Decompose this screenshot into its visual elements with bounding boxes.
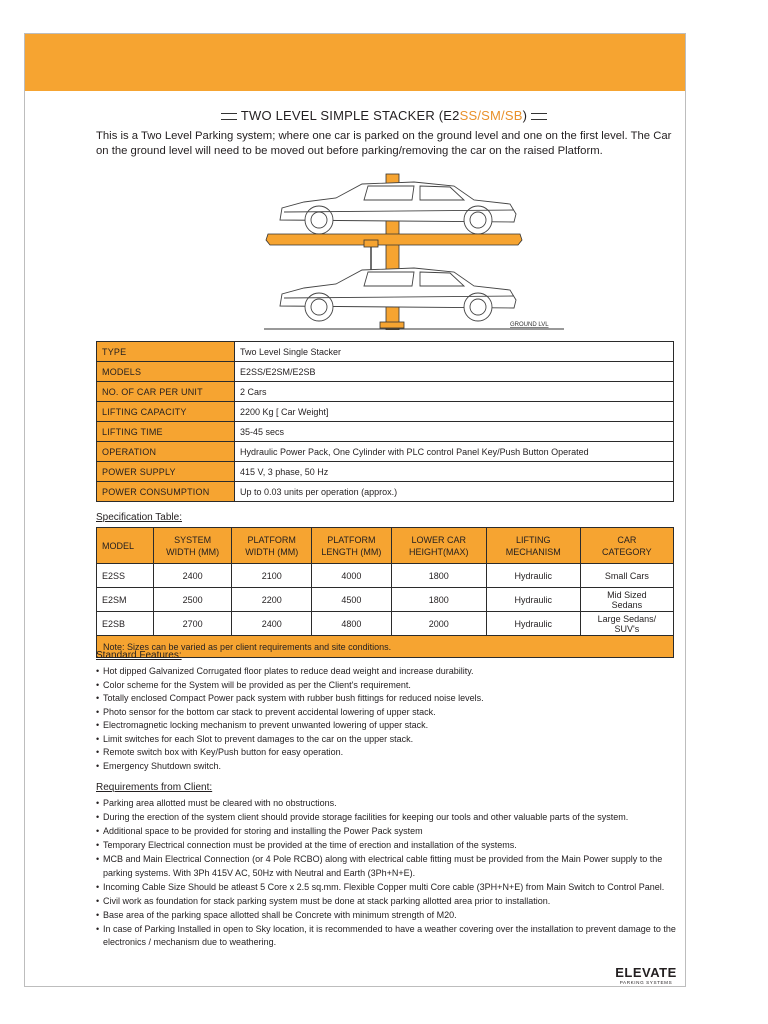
category-line: Sedans	[611, 599, 643, 610]
spec-cell: 2100	[232, 564, 312, 588]
overview-label: POWER CONSUMPTION	[97, 482, 235, 502]
requirement-item: • During the erection of the system client should provide storage facilities for keeping our tools and other valuable parts of the system.	[96, 811, 688, 825]
spec-header-cell	[153, 528, 231, 564]
title-dash-left	[221, 113, 237, 120]
spec-cell-category	[580, 588, 673, 612]
spec-header-line: PLATFORM	[247, 534, 296, 545]
overview-row	[97, 462, 674, 482]
elevate-logo	[611, 964, 681, 986]
spec-cell: 2500	[153, 588, 231, 612]
feature-item: • Color scheme for the System will be provided as per the Client's requirement.	[96, 679, 688, 693]
overview-value: E2SS/E2SM/E2SB	[235, 362, 674, 382]
overview-row	[97, 422, 674, 442]
spec-cell: 2200	[232, 588, 312, 612]
requirement-item: • MCB and Main Electrical Connection (or 4 Pole RCBO) along with electrical cable fitting must be provided from the Main Power supply to the parking systems. With 3Ph 415V AC, 50Hz with Neutral and Earth (3Ph+N+E).	[96, 853, 688, 880]
spec-cell: 2400	[153, 564, 231, 588]
requirement-item: • Incoming Cable Size Should be atleast 5 Core x 2.5 sq.mm. Flexible Copper multi Core cable (3PH+N+E) from Main Switch to Control Panel.	[96, 881, 688, 895]
feature-item: • Totally enclosed Compact Power pack system with rubber bush fittings for reduced noise levels.	[96, 692, 688, 706]
spec-cell: 4500	[312, 588, 392, 612]
spec-header-cell	[391, 528, 486, 564]
overview-row	[97, 482, 674, 502]
overview-value: Two Level Single Stacker	[235, 342, 674, 362]
spec-cell: Hydraulic	[486, 612, 580, 636]
overview-label: OPERATION	[97, 442, 235, 462]
overview-value: 2200 Kg [ Car Weight]	[235, 402, 674, 422]
spec-header-line: LENGTH (MM)	[321, 546, 382, 557]
spec-header-line: PLATFORM	[327, 534, 376, 545]
title-dash-right	[531, 113, 547, 120]
feature-item: • Limit switches for each Slot to prevent damages to the car on the upper stack.	[96, 733, 688, 747]
platform-bracket	[364, 240, 378, 247]
overview-label: LIFTING CAPACITY	[97, 402, 235, 422]
overview-row	[97, 342, 674, 362]
standard-features-heading: Standard Features:	[96, 650, 182, 661]
requirement-item: • Temporary Electrical connection must be provided at the time of erection and installation of the systems.	[96, 839, 688, 853]
overview-label: MODELS	[97, 362, 235, 382]
feature-item: • Emergency Shutdown switch.	[96, 760, 688, 774]
spec-table	[96, 527, 674, 658]
feature-item: • Photo sensor for the bottom car stack to prevent accidental lowering of upper stack.	[96, 706, 688, 720]
standard-features-list	[96, 665, 688, 773]
requirement-item: • Additional space to be provided for storing and installing the Power Pack system	[96, 825, 688, 839]
requirement-item: • Base area of the parking space allotted shall be Concrete with minimum strength of M20.	[96, 909, 688, 923]
overview-value: Hydraulic Power Pack, One Cylinder with PLC control Panel Key/Push Button Operated	[235, 442, 674, 462]
spec-header-cell	[97, 528, 154, 564]
spec-row	[97, 564, 674, 588]
overview-table	[96, 341, 674, 502]
spec-cell: 4800	[312, 612, 392, 636]
spec-header-line: WIDTH (MM)	[245, 546, 299, 557]
spec-cell: 2700	[153, 612, 231, 636]
overview-label: NO. OF CAR PER UNIT	[97, 382, 235, 402]
category-line: Mid Sized	[607, 589, 647, 600]
feature-item: • Remote switch box with Key/Push button for easy operation.	[96, 746, 688, 760]
overview-value: 35-45 secs	[235, 422, 674, 442]
overview-row	[97, 362, 674, 382]
spec-header-line: CAR	[617, 534, 637, 545]
title-suffix: )	[522, 108, 528, 123]
spec-header-line: LOWER CAR	[411, 534, 467, 545]
requirement-item: • Parking area allotted must be cleared with no obstructions.	[96, 797, 688, 811]
spec-cell: 2400	[232, 612, 312, 636]
ground-label: GROUND LVL	[510, 322, 549, 328]
spec-note: Note: Sizes can be varied as per client requirements and site conditions.	[97, 636, 674, 658]
overview-value: 2 Cars	[235, 382, 674, 402]
spec-header-line: MODEL	[102, 540, 135, 551]
spec-header-cell	[486, 528, 580, 564]
overview-label: TYPE	[97, 342, 235, 362]
feature-item: • Electromagnetic locking mechanism to prevent unwanted lowering of upper stack.	[96, 719, 688, 733]
spec-cell: Hydraulic	[486, 588, 580, 612]
category-line: SUV's	[614, 623, 640, 634]
title-prefix: TWO LEVEL SIMPLE STACKER (E2	[240, 108, 460, 123]
spec-header-cell	[232, 528, 312, 564]
spec-cell: E2SS	[97, 564, 154, 588]
spec-header-cell	[580, 528, 673, 564]
stacker-illustration	[264, 170, 564, 330]
column-base	[380, 322, 404, 328]
spec-cell: Hydraulic	[486, 564, 580, 588]
spec-cell: 2000	[391, 612, 486, 636]
spec-header-line: WIDTH (MM)	[166, 546, 220, 557]
spec-cell: E2SB	[97, 612, 154, 636]
spec-cell: E2SM	[97, 588, 154, 612]
overview-value: Up to 0.03 units per operation (approx.)	[235, 482, 674, 502]
overview-row	[97, 382, 674, 402]
intro-paragraph: This is a Two Level Parking system; where one car is parked on the ground level and one on the first level. The Car on the ground level will need to be moved out before parking/removing the car on the raised Platform.	[96, 130, 672, 157]
title-accent: SS/SM/SB	[459, 108, 523, 123]
overview-row	[97, 442, 674, 462]
spec-header-cell	[312, 528, 392, 564]
overview-label: POWER SUPPLY	[97, 462, 235, 482]
overview-label: LIFTING TIME	[97, 422, 235, 442]
requirement-item: • Civil work as foundation for stack parking system must be done at stack parking allotted area prior to installation.	[96, 895, 688, 909]
overview-value: 415 V, 3 phase, 50 Hz	[235, 462, 674, 482]
requirements-heading: Requirements from Client:	[96, 782, 213, 793]
spec-header-line: HEIGHT(MAX)	[409, 546, 469, 557]
spec-table-heading: Specification Table:	[96, 512, 182, 523]
feature-item: • Hot dipped Galvanized Corrugated floor plates to reduce dead weight and increase durability.	[96, 665, 688, 679]
spec-header-line: CATEGORY	[602, 546, 652, 557]
overview-row	[97, 402, 674, 422]
category-line: Large Sedans/	[597, 613, 657, 624]
spec-row	[97, 612, 674, 636]
requirement-item: • In case of Parking Installed in open to Sky location, it is recommended to have a weather covering over the installation to prevent damage to the electronics / mechanism due to weathering.	[96, 923, 688, 950]
page-title	[0, 108, 768, 123]
spec-cell: 1800	[391, 564, 486, 588]
logo-tagline: PARKING SYSTEMS	[619, 980, 673, 985]
spec-header-line: LIFTING	[516, 534, 551, 545]
category-line: Small Cars	[604, 570, 649, 581]
spec-cell-category	[580, 612, 673, 636]
spec-cell-category	[580, 564, 673, 588]
spec-cell: 1800	[391, 588, 486, 612]
upper-platform	[266, 234, 522, 245]
spec-cell: 4000	[312, 564, 392, 588]
spec-header-line: SYSTEM	[174, 534, 212, 545]
spec-row	[97, 588, 674, 612]
spec-header-line: MECHANISM	[505, 546, 561, 557]
logo-brand: ELEVATE	[615, 965, 677, 980]
requirements-list	[96, 797, 688, 950]
